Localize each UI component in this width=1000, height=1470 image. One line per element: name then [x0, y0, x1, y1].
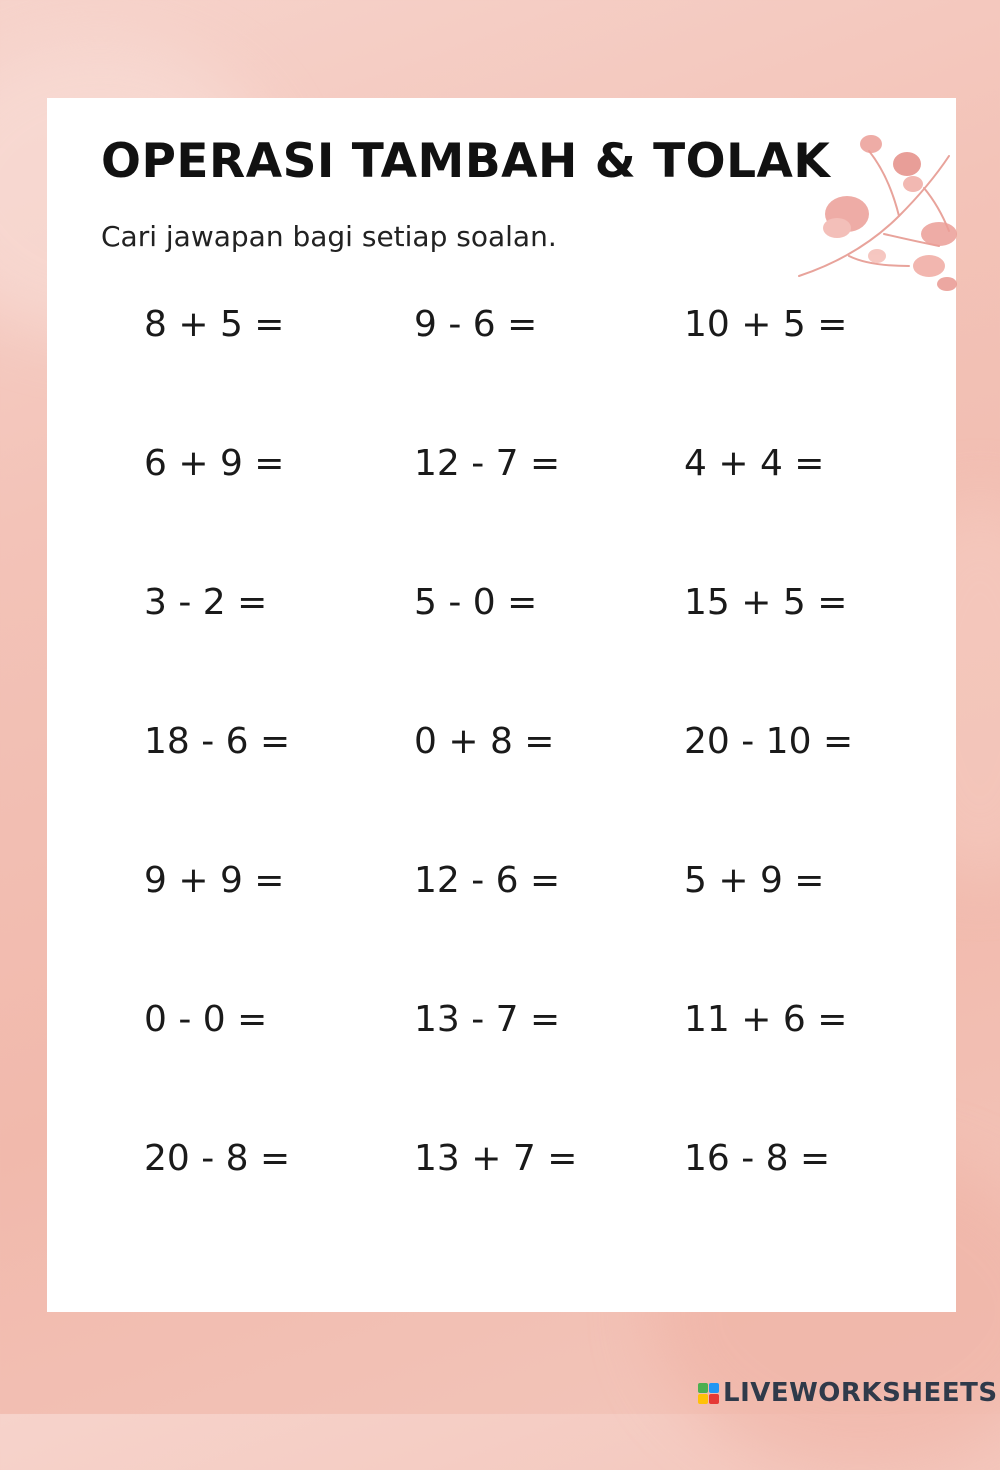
- logo-square: [709, 1383, 719, 1393]
- logo-square: [709, 1394, 719, 1404]
- problem-item: 3 - 2 =: [144, 582, 268, 623]
- problem-item: 18 - 6 =: [144, 721, 291, 762]
- worksheet-title: OPERASI TAMBAH & TOLAK: [101, 134, 831, 189]
- problem-item: 20 - 10 =: [684, 721, 854, 762]
- worksheet-instruction: Cari jawapan bagi setiap soalan.: [101, 220, 557, 253]
- problem-item: 9 + 9 =: [144, 860, 285, 901]
- liveworksheets-logo-icon: [698, 1383, 719, 1404]
- logo-square: [698, 1383, 708, 1393]
- problem-item: 13 + 7 =: [414, 1138, 578, 1179]
- problem-item: 10 + 5 =: [684, 304, 848, 345]
- problem-item: 5 + 9 =: [684, 860, 825, 901]
- liveworksheets-brand[interactable]: [698, 1378, 998, 1408]
- logo-square: [698, 1394, 708, 1404]
- problem-item: 12 - 6 =: [414, 860, 561, 901]
- problem-item: 15 + 5 =: [684, 582, 848, 623]
- problem-item: 0 + 8 =: [414, 721, 555, 762]
- problem-item: 5 - 0 =: [414, 582, 538, 623]
- problem-item: 4 + 4 =: [684, 443, 825, 484]
- worksheet-sheet: [47, 98, 956, 1312]
- problem-item: 0 - 0 =: [144, 999, 268, 1040]
- problem-item: 13 - 7 =: [414, 999, 561, 1040]
- problem-grid: [144, 305, 944, 1278]
- problem-item: 16 - 8 =: [684, 1138, 831, 1179]
- problem-item: 20 - 8 =: [144, 1138, 291, 1179]
- problem-item: 9 - 6 =: [414, 304, 538, 345]
- problem-item: 8 + 5 =: [144, 304, 285, 345]
- problem-item: 11 + 6 =: [684, 999, 848, 1040]
- problem-item: 6 + 9 =: [144, 443, 285, 484]
- flower-decoration-icon: [789, 116, 959, 296]
- problem-item: 12 - 7 =: [414, 443, 561, 484]
- brand-name: LIVEWORKSHEETS: [723, 1378, 998, 1408]
